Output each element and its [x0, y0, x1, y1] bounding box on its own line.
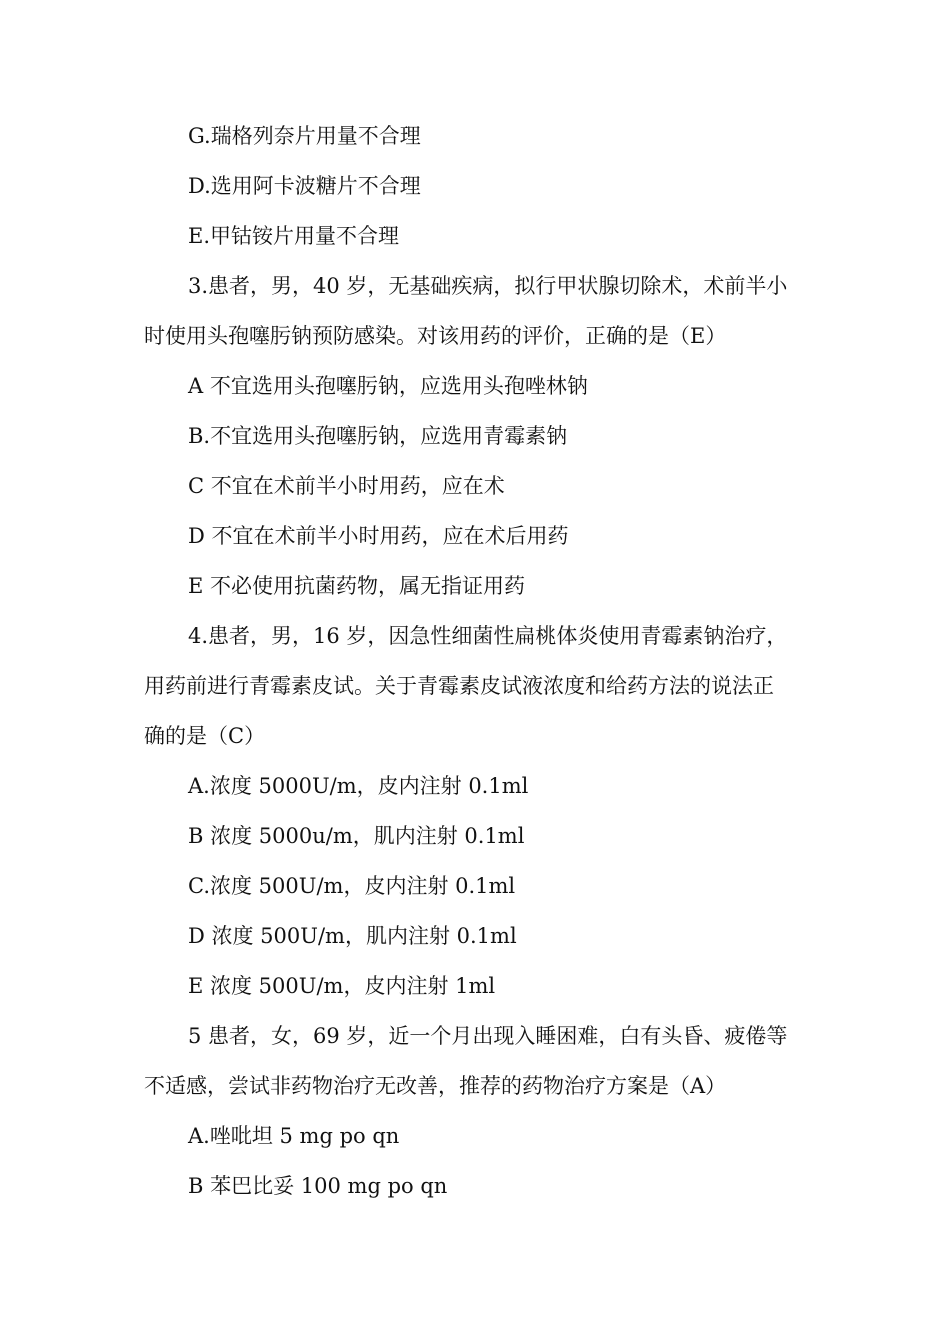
q3-option-d: D 不宜在术前半小时用药，应在术后用药	[188, 524, 569, 548]
q4-option-d: D 浓度 500U/m，肌内注射 0.1ml	[188, 924, 517, 948]
q2-option-c: G.瑞格列奈片用量不合理	[188, 124, 421, 148]
q4-stem-line-3: 确的是（C）	[144, 724, 266, 748]
q4-stem-line-2: 用药前进行青霉素皮试。关于青霉素皮试液浓度和给药方法的说法正	[144, 674, 774, 698]
q3-option-e: E 不必使用抗菌药物，属无指证用药	[188, 574, 526, 598]
q2-option-d: D.选用阿卡波糖片不合理	[188, 174, 421, 198]
q4-stem-line-1: 4.患者，男，16 岁，因急性细菌性扁桃体炎使用青霉素钠治疗，	[188, 624, 788, 648]
q4-option-b: B 浓度 5000u/m，肌内注射 0.1ml	[188, 824, 525, 848]
q3-option-b: B.不宜选用头孢噻肟钠，应选用青霉素钠	[188, 424, 568, 448]
q5-stem-line-1: 5 患者，女，69 岁，近一个月出现入睡困难，白有头昏、疲倦等	[188, 1024, 788, 1048]
q3-option-c: C 不宜在术前半小时用药，应在术	[188, 474, 505, 498]
q2-option-e: E.甲钴铵片用量不合理	[188, 224, 400, 248]
q3-stem-line-2: 时使用头孢噻肟钠预防感染。对该用药的评价，正确的是（E）	[144, 324, 727, 348]
q3-stem-line-1: 3.患者，男，40 岁，无基础疾病，拟行甲状腺切除术，术前半小	[188, 274, 788, 298]
q5-option-a: A.唑吡坦 5 mg po qn	[188, 1124, 400, 1148]
q3-option-a: A 不宜选用头孢噻肟钠，应选用头孢唑林钠	[188, 374, 588, 398]
q4-option-e: E 浓度 500U/m，皮内注射 1ml	[188, 974, 496, 998]
q5-option-b: B 苯巴比妥 100 mg po qn	[188, 1174, 448, 1198]
q4-option-c: C.浓度 500U/m，皮内注射 0.1ml	[188, 874, 516, 898]
q4-option-a: A.浓度 5000U/m，皮内注射 0.1ml	[188, 774, 529, 798]
q5-stem-line-2: 不适感，尝试非药物治疗无改善，推荐的药物治疗方案是（A）	[144, 1074, 727, 1098]
